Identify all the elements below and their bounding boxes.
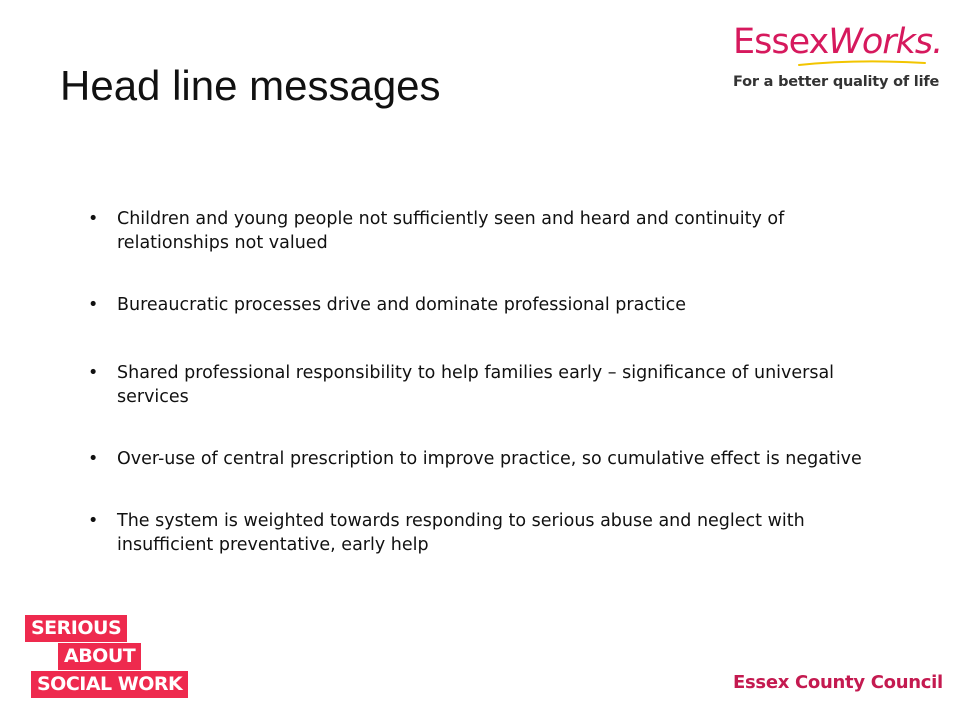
bullet-dot-icon: • [88, 511, 99, 531]
essexworks-tagline: For a better quality of life [733, 74, 940, 90]
essexworks-logo [733, 22, 943, 90]
logo-line-social-work: SOCIAL WORK [31, 671, 188, 698]
headline-messages-list [88, 207, 888, 595]
bullet-dot-icon: • [88, 363, 99, 383]
bullet-text: Over-use of central prescription to improve practice, so cumulative effect is negative [117, 449, 862, 469]
bullet-text: Shared professional responsibility to help families early – significance of universal services [117, 363, 835, 407]
bullet-dot-icon: • [88, 449, 99, 469]
bullet-text: Bureaucratic processes drive and dominate professional practice [117, 295, 687, 315]
slide-title: Head line messages [60, 62, 441, 109]
bullet-item [88, 293, 888, 317]
bullet-item [88, 509, 888, 557]
essexworks-wordmark [733, 22, 943, 62]
wordmark-works: Works. [828, 22, 943, 62]
wordmark-essex: Essex [733, 22, 829, 62]
bullet-text: Children and young people not sufficiently seen and heard and continuity of relationships not valued [117, 209, 785, 253]
bullet-dot-icon: • [88, 295, 99, 315]
essex-county-council-logo: Essex County Council [733, 672, 943, 693]
bullet-item [88, 361, 888, 409]
bullet-dot-icon: • [88, 209, 99, 229]
bullet-text: The system is weighted towards responding to serious abuse and neglect with insufficient preventative, early help [117, 511, 805, 555]
logo-line-about: ABOUT [58, 643, 141, 670]
logo-line-serious: SERIOUS [25, 615, 127, 642]
bullet-item [88, 447, 888, 471]
bullet-item [88, 207, 888, 255]
serious-about-social-work-logo [25, 615, 188, 698]
